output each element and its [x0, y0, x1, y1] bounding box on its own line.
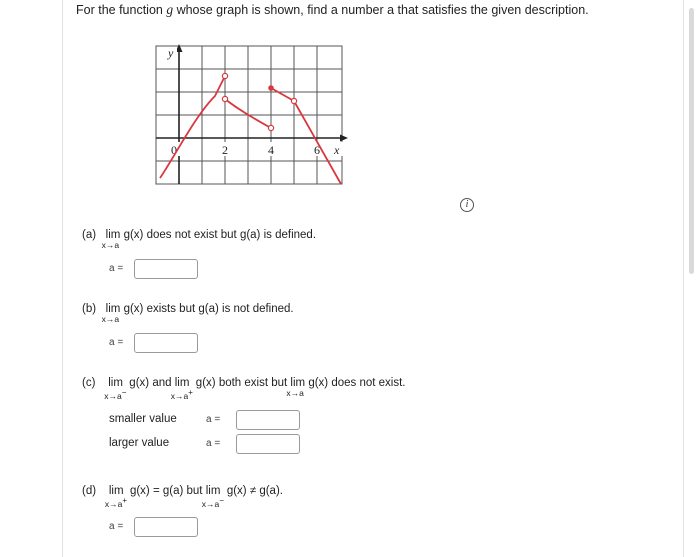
part-c-larger-input[interactable] [236, 434, 300, 454]
part-d-answer-label: a = [109, 521, 124, 532]
part-a-answer-label: a = [109, 263, 124, 274]
part-c-smaller-answer-label: a = [206, 414, 221, 425]
open-point [268, 125, 273, 130]
part-c-larger-answer-label: a = [206, 438, 221, 449]
part-b-answer-input[interactable] [134, 333, 198, 353]
tick-label-2: 2 [222, 143, 228, 157]
part-a-answer-input[interactable] [134, 259, 198, 279]
closed-point [268, 85, 274, 91]
x-axis-arrow-icon [340, 135, 348, 142]
larger-value-label: larger value [109, 437, 170, 449]
function-graph [155, 44, 351, 186]
part-b-answer-label: a = [109, 337, 124, 348]
info-icon[interactable]: i [460, 198, 474, 212]
open-point [291, 98, 296, 103]
part-d-answer-input[interactable] [134, 517, 198, 537]
part-d-statement: (d) lim x→a+ g(x) = g(a) but lim x→a− g(x) ≠ g(a). [82, 485, 283, 509]
open-point [222, 96, 227, 101]
smaller-value-label: smaller value [109, 413, 177, 425]
x-axis-label: x [334, 143, 340, 157]
part-b-statement: (b) lim x→a g(x) exists but g(a) is not defined. [82, 303, 294, 324]
scrollbar[interactable] [689, 8, 694, 274]
part-c-smaller-input[interactable] [236, 410, 300, 430]
part-a-statement: (a) lim x→a g(x) does not exist but g(a) is defined. [82, 229, 317, 250]
tick-label-6: 6 [314, 143, 320, 157]
part-c-statement: (c) lim x→a− g(x) and lim x→a+ g(x) both exist but lim x→a g(x) does not exist. [82, 377, 406, 401]
origin-label: 0 [171, 143, 177, 157]
y-axis-label: y [168, 46, 174, 60]
tick-label-4: 4 [268, 143, 274, 157]
open-point [222, 73, 227, 78]
question-text: For the function g whose graph is shown, find a number a that satisfies the given description. [76, 2, 589, 17]
